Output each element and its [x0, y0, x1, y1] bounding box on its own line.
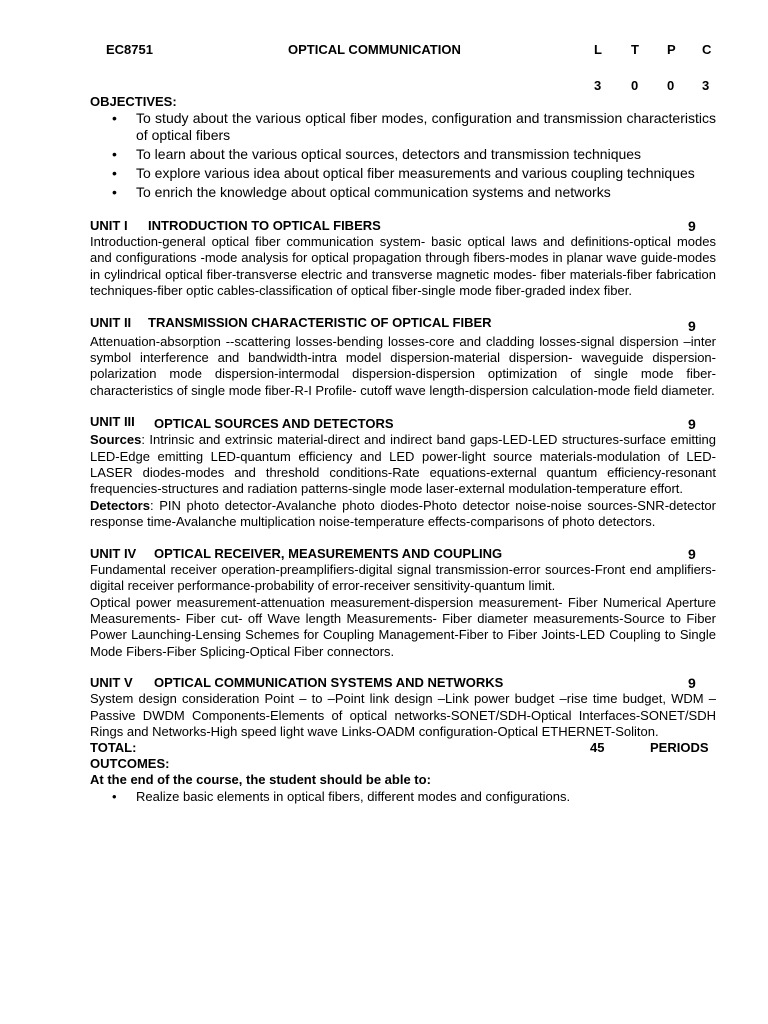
unit-heading [90, 414, 716, 433]
unit-number: UNIT V [90, 675, 133, 691]
course-header [90, 40, 716, 94]
ltpc-label-l: L [594, 42, 602, 57]
ltpc-label-t: T [631, 42, 639, 57]
unit-4 [90, 546, 716, 660]
sources-label: Sources [90, 432, 142, 448]
unit-2 [90, 315, 716, 400]
unit-title: OPTICAL COMMUNICATION SYSTEMS AND NETWORKS [154, 675, 504, 691]
total-unit: PERIODS [650, 740, 709, 756]
unit-heading [90, 675, 716, 691]
outcome-item: • Realize basic elements in optical fibers, different modes and configurations. [90, 788, 716, 805]
unit-body-detectors [90, 498, 716, 531]
objective-item: • To enrich the knowledge about optical communication systems and networks [90, 184, 716, 201]
unit-1 [90, 218, 716, 300]
unit-number: UNIT I [90, 218, 128, 233]
ltpc-value-l: 3 [594, 78, 602, 93]
ltpc-label-c: C [702, 42, 712, 57]
unit-heading [90, 314, 716, 334]
course-title: OPTICAL COMMUNICATION [288, 42, 461, 57]
ltpc-label-p: P [667, 42, 676, 57]
unit-title: OPTICAL SOURCES AND DETECTORS [154, 416, 394, 432]
unit-body: System design consideration Point – to –Point link design –Link power budget –rise time budget, WDM –Passive DWDM Components-Elements of optical networks-SONET/SDH-Optical Interfaces-SONET/SDH Rings and Networks-High speed light wave Links-OADM configuration-Optical ETHERNET-Soliton. [90, 691, 716, 739]
unit-heading [90, 218, 716, 234]
unit-heading [90, 546, 716, 562]
unit-body: Introduction-general optical fiber communication system- basic optical laws and definitions-optical modes and configurations -mode analysis for optical propagation through fibers-modes in planar wave guide-modes in cylindrical optical fiber-transverse electric and transverse magnetic modes- fiber materials-fiber fabrication techniques-fiber optic cables-classification of optical fiber-single mode fiber-graded index fiber. [90, 234, 716, 299]
syllabus-page [90, 40, 716, 807]
unit-hours: 9 [688, 545, 696, 562]
unit-title: INTRODUCTION TO OPTICAL FIBERS [148, 218, 381, 233]
unit-number: UNIT IV [90, 545, 137, 561]
ltpc-value-c: 3 [702, 78, 710, 93]
objectives-list [90, 110, 716, 201]
objective-item: • To explore various idea about optical fiber measurements and various coupling techniques [90, 165, 716, 182]
outcomes-list [90, 788, 716, 805]
unit-3 [90, 414, 716, 530]
total-label: TOTAL: [90, 740, 137, 756]
unit-hours: 9 [688, 675, 696, 692]
total-row [90, 740, 716, 756]
unit-body: Fundamental receiver operation-preamplifiers-digital signal transmission-error sources-Front end amplifiers-digital receiver performance-probability of error-receiver sensitivity-quantum limit. [90, 561, 716, 594]
detectors-text: : PIN photo detector-Avalanche photo diodes-Photo detector noise-noise sources-SNR-detector response time-Avalanche multiplication noise-temperature effects-comparisons of photo detectors. [90, 497, 716, 530]
unit-hours: 9 [688, 317, 696, 334]
outcomes-heading: OUTCOMES: [90, 756, 170, 772]
unit-body: Attenuation-absorption --scattering losses-bending losses-core and cladding losses-signal dispersion –inter symbol interference and bandwidth-intra model dispersion-material dispersion- waveguide dispersion-polarization mode dispersion-intermodal dispersion-dispersion optimization of single mode fiber-characteristics of single mode fiber-R-I Profile- cutoff wave length-dispersion calculation-mode field diameter. [90, 333, 716, 398]
course-code: EC8751 [106, 42, 153, 57]
unit-body-sources [90, 432, 716, 498]
unit-hours: 9 [688, 218, 696, 234]
sources-text: : Intrinsic and extrinsic material-direct and indirect band gaps-LED-LED structures-surface emitting LED-Edge emitting LED-quantum efficiency and LED power-light source materials-modulation of LED-LASER diodes-modes and threshold conditions-Rate equations-external quantum efficiency-resonant frequencies-structures and radiation patterns-single mode laser-external modulation-temperature effort. [90, 432, 716, 497]
detectors-label: Detectors [90, 497, 150, 513]
objective-item: • To learn about the various optical sources, detectors and transmission techniques [90, 146, 716, 163]
unit-title: TRANSMISSION CHARACTERISTIC OF OPTICAL FIBER [148, 314, 492, 330]
unit-title: OPTICAL RECEIVER, MEASUREMENTS AND COUPLING [154, 545, 503, 561]
unit-5 [90, 675, 716, 740]
ltpc-value-p: 0 [667, 78, 675, 93]
objective-item: • To study about the various optical fiber modes, configuration and transmission characteristics of optical fibers [90, 110, 716, 144]
objectives-heading: OBJECTIVES: [90, 94, 177, 109]
ltpc-value-t: 0 [631, 78, 639, 93]
unit-hours: 9 [688, 416, 696, 433]
unit-body-2: Optical power measurement-attenuation measurement-dispersion measurement- Fiber Numerical Aperture Measurements- Fiber cut- off Wave length Measurements- Fiber diameter measurements-Source to Fiber Power Launching-Lensing Schemes for Coupling Management-Fiber to Fiber Joints-LED Coupling to Single Mode Fibers-Fiber Splicing-Optical Fiber connectors. [90, 594, 716, 659]
unit-number: UNIT III [90, 414, 135, 430]
unit-number: UNIT II [90, 314, 132, 330]
total-value: 45 [590, 740, 605, 756]
outcomes-intro: At the end of the course, the student should be able to: [90, 772, 431, 788]
